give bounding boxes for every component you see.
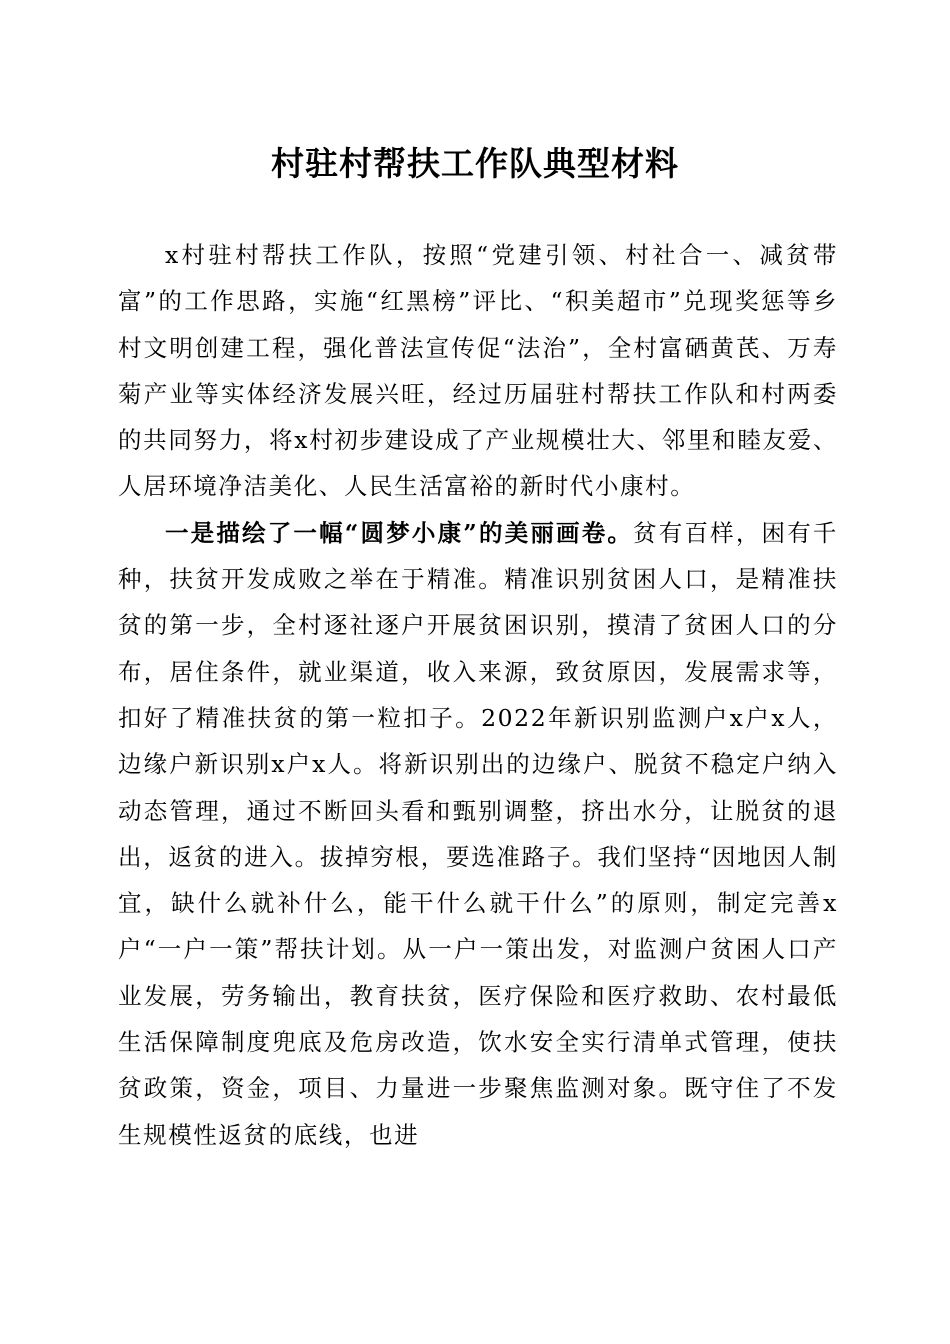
document-body [118,232,838,1158]
paragraph-text: 贫有百样，困有千种，扶贫开发成败之举在于精准。精准识别贫困人口，是精准扶贫的第一步，全村逐社逐户开展贫困识别，摸清了贫困人口的分布，居住条件，就业渠道，收入来源，致贫原因，发展需求等，扣好了精准扶贫的第一粒扣子。2022年新识别监测户x户x人，边缘户新识别x户x人。将新识别出的边缘户、脱贫不稳定户纳入动态管理，通过不断回头看和甄别调整，挤出水分，让脱贫的退出，返贫的进入。拔掉穷根，要选准路子。我们坚持“因地因人制宜，缺什么就补什么，能干什么就干什么”的原则，制定完善x户“一户一策”帮扶计划。从一户一策出发，对监测户贫困人口产业发展，劳务输出，教育扶贫，医疗保险和医疗救助、农村最低生活保障制度兜底及危房改造，饮水安全实行清单式管理，使扶贫政策，资金，项目、力量进一步聚焦监测对象。既守住了不发生规模性返贫的底线，也进 [118,518,838,1149]
paragraph-section-one [118,510,838,1158]
paragraph-text: x村驻村帮扶工作队，按照“党建引领、村社合一、减贫带富”的工作思路，实施“红黑榜”评比、“积美超市”兑现奖惩等乡村文明创建工程，强化普法宣传促“法治”，全村富硒黄芪、万寿菊产业等实体经济发展兴旺，经过历届驻村帮扶工作队和村两委的共同努力，将x村初步建设成了产业规模壮大、邻里和睦友爱、人居环境净洁美化、人民生活富裕的新时代小康村。 [118,241,838,501]
document-title: 村驻村帮扶工作队典型材料 [271,144,679,183]
paragraph-lead-heading: 一是描绘了一幅“圆梦小康”的美丽画卷。 [165,518,634,547]
paragraph-intro [118,232,838,510]
